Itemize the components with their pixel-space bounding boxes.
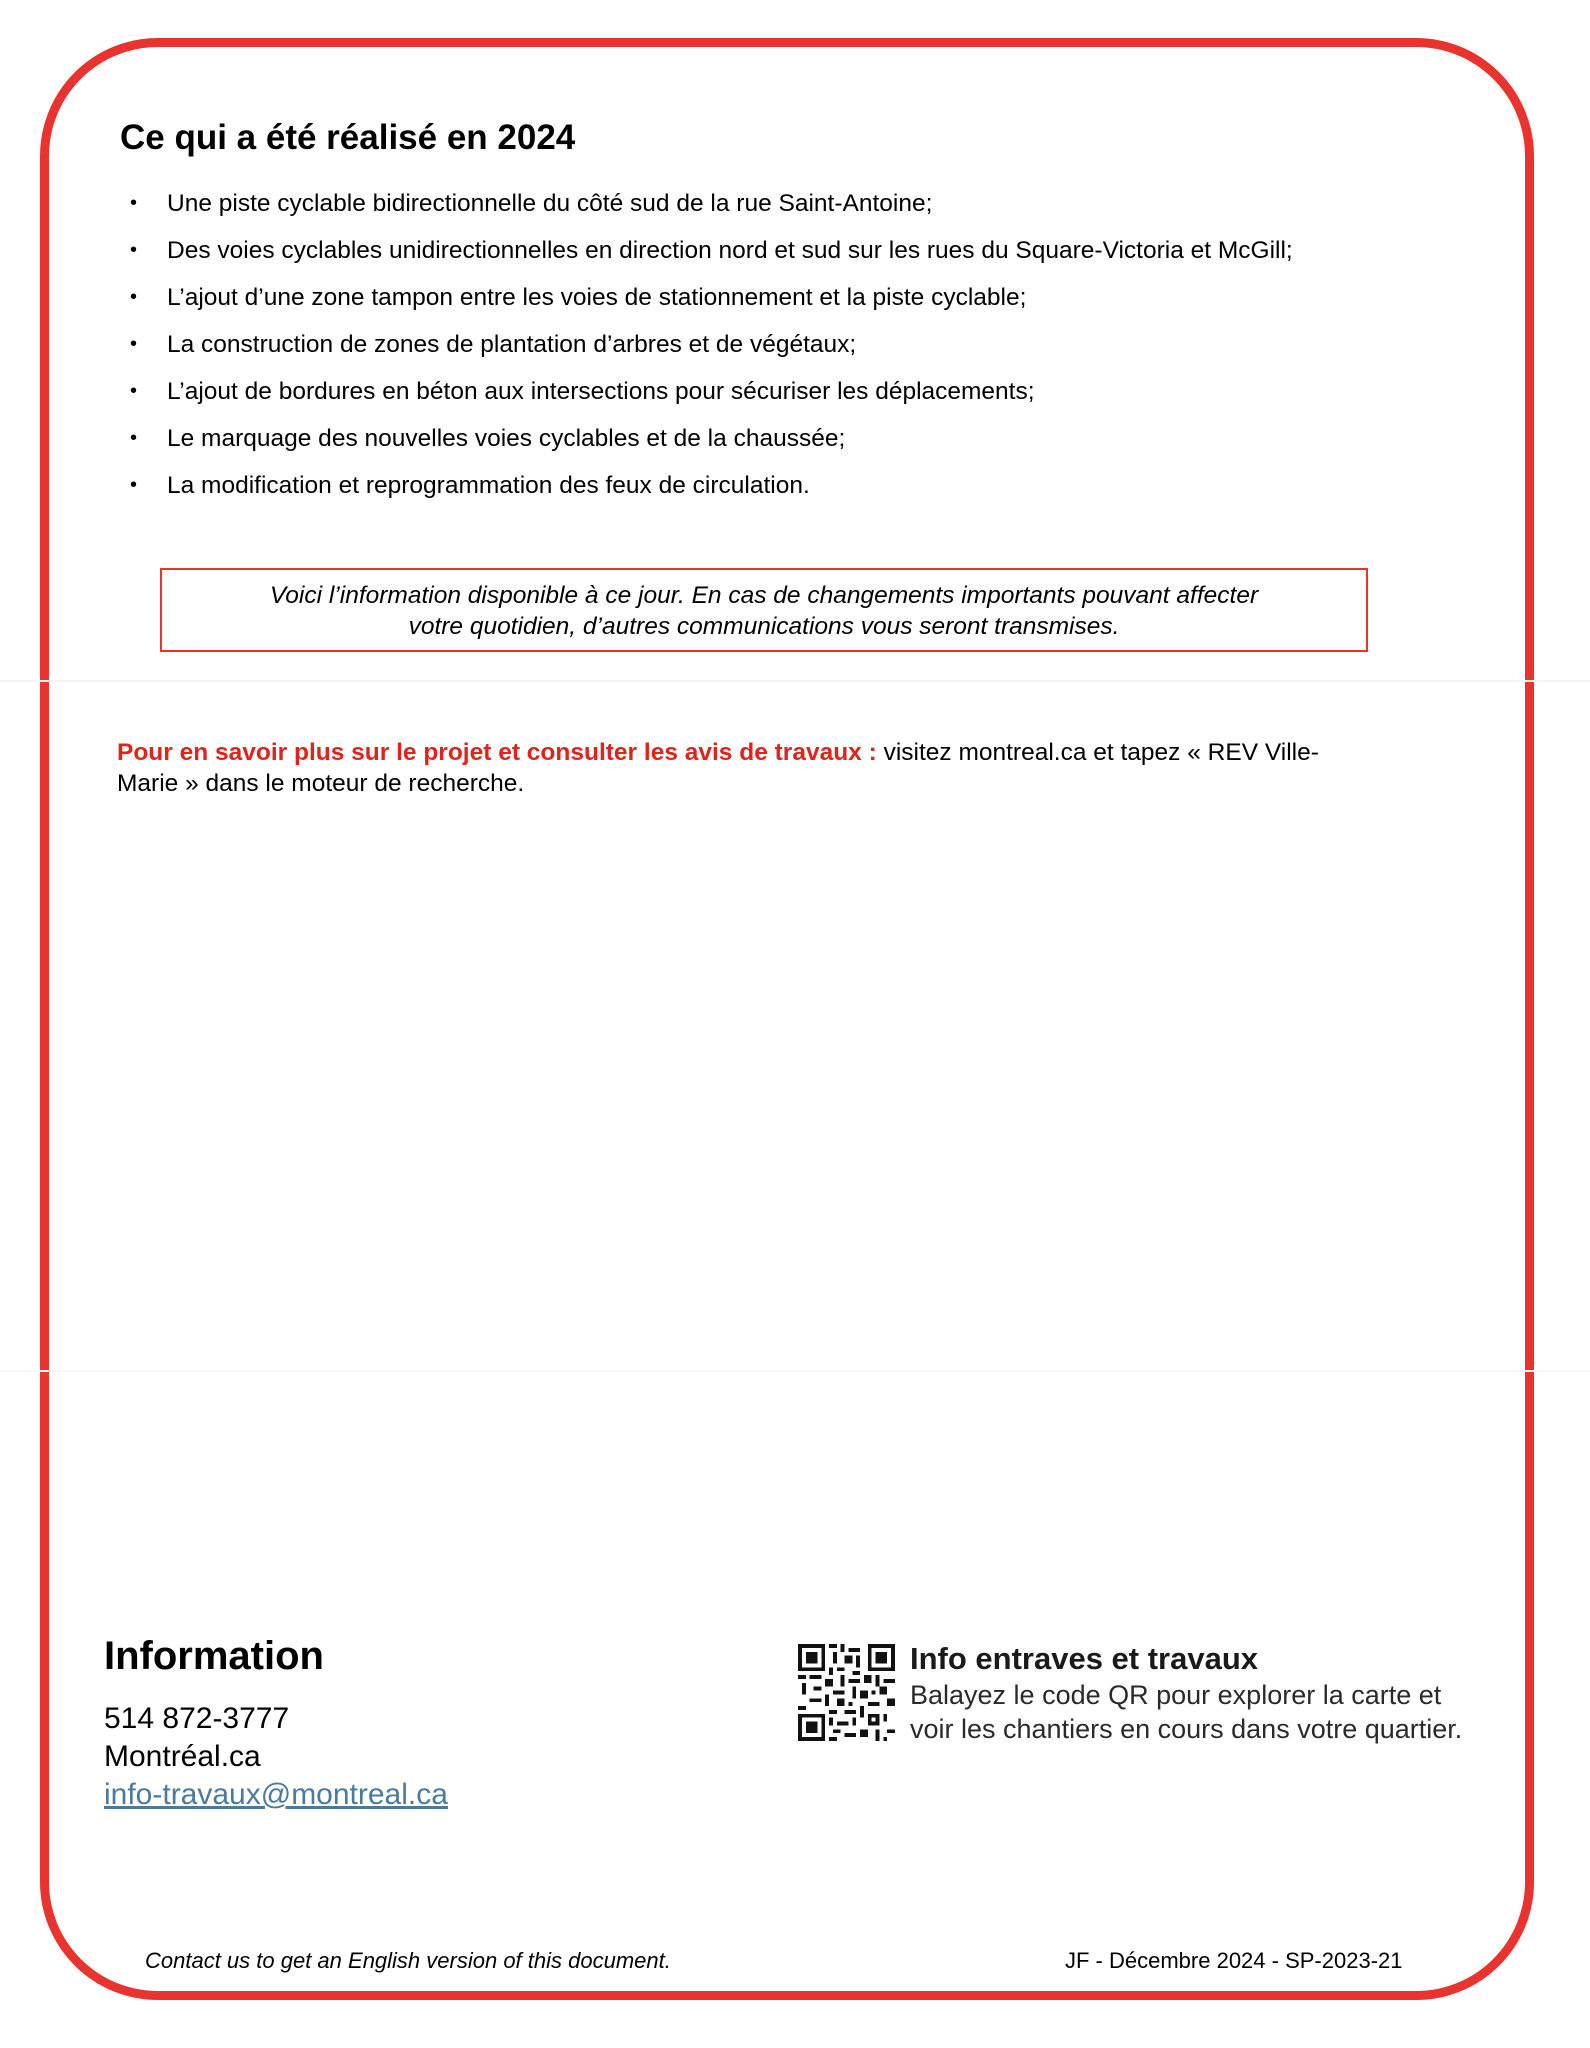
english-version-note: Contact us to get an English version of this document.: [145, 1948, 671, 1973]
qr-description: [910, 1678, 1462, 1746]
more-info-text: visitez montreal.ca et tapez « REV Ville-Marie » dans le moteur de recherche.: [117, 739, 1319, 797]
qr-description-line: voir les chantiers en cours dans votre quartier.: [910, 1714, 1463, 1744]
section-title: Ce qui a été réalisé en 2024: [120, 118, 576, 157]
contact-block: [104, 1700, 448, 1814]
qr-title: Info entraves et travaux: [910, 1641, 1259, 1676]
list-item: • L’ajout d’une zone tampon entre les voies de stationnement et la piste cyclable;: [130, 274, 1293, 321]
list-item: • L’ajout de bordures en béton aux intersections pour sécuriser les déplacements;: [130, 368, 1293, 415]
list-item: • Le marquage des nouvelles voies cyclables et de la chaussée;: [130, 415, 1293, 462]
phone-number: 514 872-3777: [104, 1702, 290, 1735]
information-title: Information: [104, 1634, 324, 1678]
website-text: Montréal.ca: [104, 1740, 261, 1773]
email-link[interactable]: info-travaux@montreal.ca: [104, 1778, 448, 1811]
list-item: • La modification et reprogrammation des feux de circulation.: [130, 462, 1293, 509]
achievements-list: [130, 180, 1293, 509]
list-item: • La construction de zones de plantation d’arbres et de végétaux;: [130, 321, 1293, 368]
more-info-paragraph: [117, 737, 1357, 799]
qr-code-icon[interactable]: [798, 1644, 895, 1741]
list-item: • Une piste cyclable bidirectionnelle du côté sud de la rue Saint-Antoine;: [130, 180, 1293, 227]
page-divider: [0, 1370, 1590, 1372]
list-item: • Des voies cyclables unidirectionnelles en direction nord et sud sur les rues du Square-Victoria et McGill;: [130, 227, 1293, 274]
notice-box: [160, 568, 1368, 652]
qr-description-line: Balayez le code QR pour explorer la carte et: [910, 1680, 1442, 1710]
notice-line: votre quotidien, d’autres communications vous seront transmises.: [408, 613, 1120, 640]
document-reference: JF - Décembre 2024 - SP-2023-21: [1065, 1948, 1403, 1973]
notice-line: Voici l’information disponible à ce jour. En cas de changements importants pouvant affecter: [269, 582, 1259, 609]
page-divider: [0, 680, 1590, 682]
more-info-lead: Pour en savoir plus sur le projet et consulter les avis de travaux :: [117, 739, 877, 766]
